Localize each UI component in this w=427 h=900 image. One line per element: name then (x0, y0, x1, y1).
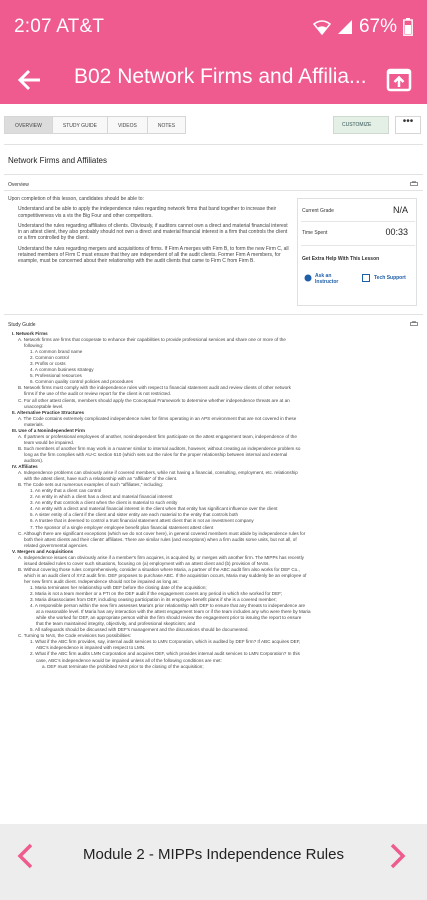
study-guide-line: 1. A common brand name (30, 349, 83, 355)
study-guide-line: team would be impaired. (24, 439, 75, 445)
chat-bubble-icon (304, 274, 312, 282)
study-guide-line: A. Independence problems can obviously arise if covered members, while not having a financial, consulting, employment, etc. relationship (18, 470, 298, 476)
study-guide-text (8, 331, 420, 670)
signal-icon (337, 19, 353, 35)
back-arrow-icon[interactable] (14, 64, 46, 96)
study-guide-line: firms if the use of the audit or review report for the client is not restricted. (24, 391, 172, 397)
study-guide-line: unacceptable level. (24, 403, 64, 409)
study-guide-line: 2. Common control (30, 355, 69, 361)
study-guide-heading: V. Mergers and Acquisitions (12, 548, 74, 554)
lesson-heading: Network Firms and Affiliates (8, 156, 107, 165)
ask-instructor-link[interactable]: Ask an Instructor (315, 273, 339, 285)
study-guide-line: B. The Code sets out numerous examples of such "affiliates," including: (18, 482, 164, 488)
study-guide-line: 2. Maria is not a team member or a PTI on the DEF audit if the engagement covers any period in which she worked for DEF; (30, 591, 283, 597)
study-guide-line: 3. Profits or costs (30, 361, 66, 367)
overview-paragraph: Understand the rules regarding affiliates of clients. Obviously, if auditors cannot own a direct and material financial interest in an attest client, they also probably should not own a direct and material financial interest in a firm that controls the client or a firm controlled by the client. (18, 222, 288, 242)
study-guide-line: auditors). (24, 457, 44, 463)
study-guide-line: B. Such members of another firm may work in a manner similar to internal auditors, however, without creating an independence problem so (18, 445, 301, 451)
divider (301, 221, 415, 222)
time-spent-label: Time Spent (302, 230, 328, 236)
extra-help-label: Get Extra Help With This Lesson (302, 256, 380, 262)
support-icon (362, 274, 370, 282)
study-guide-line: A. If partners or professional employees of another, nonindependent firm participate on the attest engagement team, independence of the (18, 433, 297, 439)
study-guide-line: 5. A sister entity of a client if the client and sister entity are each material to the entity that controls both (30, 512, 239, 518)
study-guide-line: related governmental agencies. (24, 542, 89, 548)
print-icon[interactable] (410, 181, 418, 187)
time-spent-row (302, 227, 414, 237)
battery-percent: 67% (358, 16, 397, 37)
overview-text (8, 196, 292, 269)
tech-support-link[interactable]: Tech Support (374, 275, 406, 281)
study-guide-line: A. The Code contains extremely complicated independence rules for firms operating in an APS environment that are not covered in these (18, 415, 297, 421)
study-guide-line: 5. Professional resources (30, 373, 82, 379)
current-grade-row (302, 205, 414, 215)
overview-intro: Upon completion of this lesson, candidates should be able to: (8, 196, 144, 202)
module-title: Module 2 - MIPPs Independence Rules (83, 846, 344, 863)
current-grade-label: Current Grade (302, 208, 334, 214)
page-title: B02 Network Firms and Affilia... (74, 65, 367, 88)
lesson-content[interactable] (0, 104, 427, 824)
time-spent-value: 00:33 (385, 227, 408, 237)
study-guide-line: 1. Maria terminates her relationship with DEF before the closing date of the acquisition; (30, 584, 207, 590)
system-nav-bar (0, 888, 427, 900)
study-guide-line: 4. A common business strategy (30, 367, 94, 373)
study-guide-line: with the attest client, have such a relationship with an "affiliate" of the client. (24, 476, 178, 482)
wifi-icon (313, 19, 331, 35)
study-guide-line: materials. (24, 421, 44, 427)
study-guide-line: 4. A responsible person within the new firm assesses Maria's prior relationship with DEF to ensure that any threats to independence are (30, 603, 306, 609)
study-guide-line: issued detailed rules to cover such situations, focusing on (a) employment with an attest client and (b) provision of NASs. (24, 560, 270, 566)
current-grade-value: N/A (392, 205, 408, 215)
overview-section-title: Overview (8, 182, 29, 188)
study-guide-line: B. Without covering those rules comprehensively, consider a situation where Maria, a partner of the ABC audit firm also works for DEF Co., (18, 566, 300, 572)
customize-button[interactable]: CUSTOMIZE (333, 116, 389, 134)
study-guide-line: 2. An entity in which a client has a direct and material financial interest (30, 494, 173, 500)
study-guide-line: that the team maintained integrity, objectivity, and professional skepticism; and (36, 621, 196, 627)
divider (4, 174, 423, 175)
status-icons (313, 16, 413, 38)
study-guide-heading: II. Alternative Practice Structures (12, 409, 85, 415)
study-guide-line: 1. An entity that a client can control (30, 488, 102, 494)
study-guide-line: C. Turning to NAS, the Code envisions two possibilities: (18, 633, 132, 639)
study-guide-line: 6. A trustee that is deemed to control a trust financial statement attest client that is not an investment company (30, 518, 254, 524)
overview-paragraph: Understand the rules regarding mergers and acquisitions of firms. If Firm A merges with Firm B, to form the new Firm C, all retained members of Firm C must ensure that they are independent of all the audit clients. Former Firm A members, for example, must be concerned about their relationship with the audit clients that came to Firm C from Firm B. (18, 245, 289, 265)
app-bar (0, 56, 427, 104)
study-guide-line: 7. The sponsor of a single employer employee benefit plan financial statement attest client (30, 524, 214, 530)
print-icon[interactable] (410, 321, 418, 327)
study-guide-line: 5. All safeguards should be discussed with DEF's management and the discussions should be documented. (30, 627, 249, 633)
tab-videos[interactable]: VIDEOS (107, 116, 147, 134)
chevron-right-icon[interactable] (383, 842, 411, 870)
lesson-tabs (4, 116, 186, 134)
study-guide-line: which is an audit client of XYZ audit firm. DEF proposes to purchase ABC. If the acquisition occurs, Maria may suddenly be an employee of (24, 572, 307, 578)
study-guide-line: 4. An entity with a direct and material financial interest in the client when that entity has significant influence over the client (30, 506, 278, 512)
tab-study-guide[interactable]: STUDY GUIDE (52, 116, 107, 134)
study-guide-line: B. Network firms must comply with the independence rules with respect to financial statement audit and review clients of other network (18, 385, 291, 391)
open-external-icon[interactable] (383, 64, 415, 96)
study-guide-line: case, ABC's independence would be impaired unless all of the following conditions are met: (36, 657, 222, 663)
study-guide-line: 2. What if the ABC firm audits LMN Corporation and acquires DEF, which provides internal audit services to LMN Corporation? In this (30, 651, 300, 657)
tab-overview[interactable]: OVERVIEW (4, 116, 52, 134)
study-guide-line: following: (24, 343, 44, 349)
study-guide-section-title: Study Guide (8, 322, 36, 328)
divider (4, 144, 423, 145)
study-guide-line: C. For all other attest clients, members should apply the Conceptual Framework to determine whether independence threats are at an (18, 397, 290, 403)
more-options-button[interactable]: ••• (395, 116, 421, 134)
study-guide-line: at a reasonable level. If Maria has any interaction with the attest engagement team or if the team includes any who were there by Maria (36, 609, 311, 615)
tab-notes[interactable]: NOTES (147, 116, 186, 134)
study-guide-line: 6. Common quality control policies and procedures (30, 379, 134, 385)
study-guide-line: 3. Maria disassociates from DEF, including ceasing participation in its employee benefit plans if she is a covered member; (30, 597, 277, 603)
overview-paragraph: Understand and be able to apply the independence rules regarding network firms that band together to increase their competitiveness vis a vis the Big Four and other competitors. (18, 206, 277, 219)
study-guide-line: ABC's independence is impaired with respect to LMN. (36, 645, 146, 651)
battery-icon (403, 18, 413, 36)
study-guide-heading: III. Use of a Nonindependent Firm (12, 427, 85, 433)
study-guide-line: a. DEF must terminate the prohibited NAS prior to the closing of the acquisition; (42, 663, 204, 669)
study-guide-line: A. Network firms are firms that cooperate to enhance their capabilities to provide professional services and share one or more of the (18, 337, 286, 343)
study-guide-line: while she worked for DEF, an appropriate person within the firm should review the engagement prior to issuing the report to ensure (36, 615, 302, 621)
divider (301, 245, 415, 246)
study-guide-line: her new firm's audit client. Independence should not be impaired as long as: (24, 578, 179, 584)
divider (4, 314, 423, 315)
study-guide-heading: IV. Affiliates (12, 464, 38, 470)
study-guide-line: long as the firm complies with AU-C section 610 (which sets out the rules for the proper relationship between internal and external (24, 451, 288, 457)
study-guide-line: 3. An entity that controls a client when the client is material to such entity (30, 500, 178, 506)
status-bar (0, 0, 427, 56)
module-nav-bar (0, 824, 427, 888)
study-guide-line: C. Although there are significant exceptions (which we do not cover here), in general covered members must abide by independence rules for (18, 530, 306, 536)
study-guide-heading: I. Network Firms (12, 331, 48, 336)
study-guide-line: both their attest clients and their clients' affiliates. There are similar rules (and exceptions) when a firm audits some units, but not all, of (24, 536, 297, 542)
lesson-stats-panel (297, 198, 417, 306)
study-guide-line: 1. What if the ABC firm provides, say, internal audit services to LMN Corporation, which is audited by DEF firm? If ABC acquires DEF, (30, 639, 301, 645)
status-time: 2:07 AT&T (14, 16, 105, 37)
divider (4, 190, 423, 191)
study-guide-line: A. Independence issues can obviously arise if a member's firm acquires, is acquired by, or merges with another firm. The MIPPs has recently (18, 554, 304, 560)
